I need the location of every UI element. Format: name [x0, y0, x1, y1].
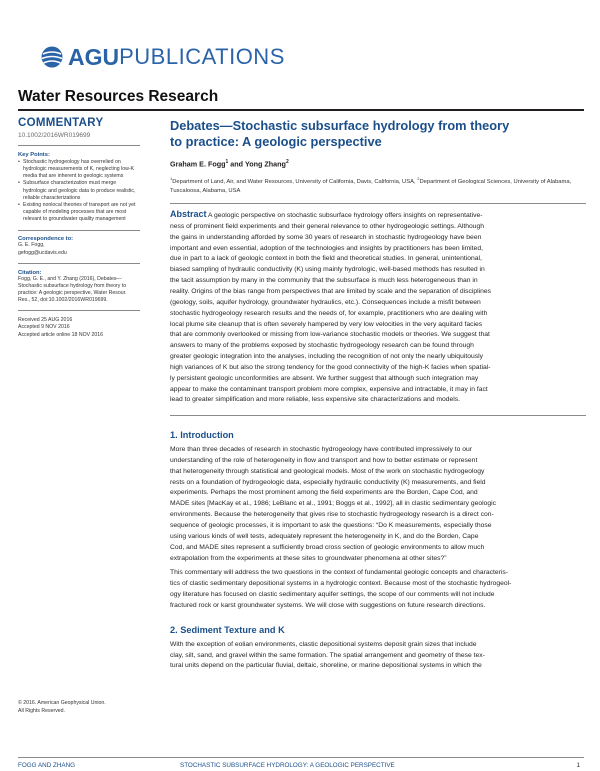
received-date: Received 25 AUG 2016 [18, 317, 73, 324]
body-line: With the exception of eolian environments, clastic depositional systems deposit grain sizes that include [170, 640, 477, 648]
body-line: rests on a foundation of hydrogeologic data, especially hydraulic conductivity (K) measurements, and field [170, 478, 486, 486]
abstract-line: reality. Origins of the bias range from perspectives that are limited by scale and the separation of disciplines [170, 288, 492, 296]
body-line: This commentary will address the two questions in the context of fundamental geologic concepts and characteris- [170, 569, 509, 577]
body-line: tics of clastic sedimentary depositional systems in a hydrologic context. Because most of the stochastic hydrogeol- [170, 580, 512, 588]
footer-authors: FOGG AND ZHANG [18, 762, 76, 769]
affiliation: Department of Geological Sciences, University of Alabama, Tuscaloosa, Alabama, USA [170, 179, 572, 194]
introduction-paragraph [170, 445, 580, 564]
page-number: 1 [576, 762, 580, 769]
affiliations [170, 175, 580, 195]
copyright [18, 700, 158, 715]
key-point: • Stochastic hydrogeology has overrelied on hydrologic measurements of K, neglecting low-K media that are inherent to geologic systems [18, 159, 140, 181]
key-point: • Existing nonlocal theories of transport are not yet capable of modeling processes that are most relevant to groundwater quality management [18, 202, 140, 224]
author-affil-marker: 1 [225, 159, 229, 165]
abstract-line: due in part to a lack of geologic context in both the field and theoretical studies. In general, unintentional, [170, 255, 482, 263]
abstract-line: high variances of K but also the strong tendency for the good connectivity of the high-K facies when spatial- [170, 363, 491, 371]
article-type: COMMENTARY [18, 117, 104, 129]
body-line: using various kinds of well tests, adequately represent the heterogeneity in K, and do the Borden, Cape [170, 532, 479, 540]
title-line: Debates—Stochastic subsurface hydrology from theory [170, 118, 510, 133]
introduction-paragraph [170, 568, 580, 611]
footer-running-title: STOCHASTIC SUBSURFACE HYDROLOGY: A GEOLOGIC PERSPECTIVE [180, 762, 395, 769]
abstract-line: biased sampling of hydraulic conductivity (K) using mainly hydrologic, well-based methods has resulted in [170, 266, 485, 274]
abstract-line: (geology, soils, aquifer hydrology, groundwater hydraulics, etc.). Consequences include a misfit between [170, 298, 481, 306]
correspondence-heading: Correspondence to: [18, 236, 74, 243]
doi[interactable]: 10.1002/2016WR019699 [18, 132, 91, 139]
journal-title: Water Resources Research [18, 88, 219, 105]
abstract-line: the gains in understanding afforded by some 30 years of research in stochastic hydrogeology have been [170, 233, 482, 241]
body-line: tural units depend on the particular fluvial, deltaic, shoreline, or marine depositional systems in which the [170, 662, 482, 670]
sidebar-divider [18, 145, 140, 146]
accepted-date: Accepted 9 NOV 2016 [18, 324, 70, 331]
abstract-label: Abstract [170, 209, 207, 220]
author-list [170, 159, 580, 168]
author-conjunction: and [228, 159, 245, 169]
abstract-line: important and even essential, adoption of the technologies and insights by practitioners has been limited, [170, 244, 483, 252]
logo-publications-text: PUBLICATIONS [119, 44, 285, 69]
body-line: More than three decades of research in stochastic hydrogeology have contributed impressively to our [170, 446, 473, 454]
abstract-line: ness of prominent field experiments and their general relevance to other hydrogeologic settings. Although [170, 222, 485, 230]
body-line: environments. Because the heterogeneity that gives rise to stochastic hydrogeology research is a direct con- [170, 511, 494, 519]
abstract-line: answers to many of the problems exposed by stochastic hydrogeology research can be found through [170, 342, 474, 350]
body-line: experiments. Perhaps the most prominent among the field experiments are the Borden, Cape Cod, and [170, 489, 478, 497]
accepted-online-date: Accepted article online 18 NOV 2016 [18, 331, 104, 338]
abstract [170, 209, 580, 406]
author-affil-marker: 2 [285, 159, 289, 165]
key-points-list [18, 159, 140, 224]
body-line: Cod, and MADE sites represent a sufficiently broad cross section of geologic environments to allow much [170, 543, 485, 551]
body-line: ogy literature has focused on clastic sedimentary aquifer settings, the scope of our comments will not include [170, 591, 495, 599]
section-heading-sediment-texture: 2. Sediment Texture and K [170, 624, 285, 635]
body-line: clay, silt, sand, and gravel within the same formation. The spatial arrangement and geometry of these tex- [170, 651, 485, 659]
main-divider [170, 203, 586, 204]
abstract-line: stochastic hydrogeology research results and the needs of, for example, practitioners who are dealing with [170, 309, 488, 317]
affiliation: Department of Land, Air, and Water Resources, University of California, Davis, California, USA, [172, 179, 418, 186]
section-heading-introduction: 1. Introduction [170, 430, 234, 441]
body-line: MADE sites [MacKay et al., 1986; LeBlanc et al., 1991; Boggs et al., 1992], all in clastic sedimentary geologic [170, 500, 497, 508]
body-line: that heterogeneity through statistical and geological models. Most of the work on stochastic hydrogeology [170, 467, 485, 475]
affil-marker: 2 [417, 176, 420, 182]
abstract-line: local plume site cleanup that is often severely hampered by very low velocities in the very aquitard facies [170, 320, 483, 328]
sediment-texture-paragraph [170, 640, 580, 673]
key-points-heading: Key Points: [18, 151, 50, 158]
key-point: • Subsurface characterization must merge hydrologic and geologic data to produce realistic, reliable characterizations [18, 180, 140, 202]
title-line: to practice: A geologic perspective [170, 134, 382, 149]
sidebar-divider [18, 263, 140, 264]
author-name[interactable]: Graham E. Fogg [170, 159, 226, 169]
agu-globe-icon [40, 45, 64, 69]
abstract-line: appear to make the contaminant transport problem more complex, expensive and intractable, it may in fact [170, 385, 488, 393]
sidebar-divider [18, 310, 140, 311]
correspondence-email[interactable]: gefogg@ucdavis.edu [18, 249, 67, 256]
abstract-line: lead to greater simplification and more reliable, less expensive site characterizations and models. [170, 396, 461, 404]
body-line: extrapolation from the experiments at these sites to groundwater phenomena at other sites?” [170, 554, 447, 562]
abstract-line: the tacit assumption by many in the community that the subsurface is much less heterogeneous than in [170, 277, 478, 285]
main-divider [170, 415, 586, 416]
abstract-line: greater geologic integration into the analyses, including the recognition of not only the nearly ubiquitously [170, 353, 483, 361]
author-name[interactable]: Yong Zhang [244, 159, 286, 169]
abstract-line: that are commonly overlooked or missing from low-variance stochastic models or theories. We suggest that [170, 331, 490, 339]
abstract-line: ly persistent geologic unconformities are absent. We further suggest that although such integration may [170, 374, 479, 382]
copyright-line: © 2016. American Geophysical Union. [18, 700, 106, 706]
header-divider [18, 109, 584, 111]
copyright-line: All Rights Reserved. [18, 707, 65, 714]
agu-publications-logo [40, 44, 285, 70]
citation-heading: Citation: [18, 269, 42, 276]
sidebar-divider [18, 230, 140, 231]
footer-divider [18, 757, 584, 758]
article-main [170, 118, 580, 672]
body-line: fractured rock or karst groundwater systems. We will close with suggestions on future research directions. [170, 601, 486, 609]
body-line: understanding of the role of heterogeneity in flow and transport and how to better estimate or represent [170, 456, 478, 464]
citation-text: Fogg, G. E., and Y. Zhang (2016), Debates—Stochastic subsurface hydrology from theory to practice: A geologic perspective, Water Resour. Res., 52, doi:10.1002/2016WR019699. [18, 275, 127, 304]
body-line: sequence of geologic processes, it is important to ask the questions: “Do K measurements, especially those [170, 522, 492, 529]
article-title [170, 118, 580, 150]
affil-marker: 1 [170, 176, 173, 182]
abstract-line: A geologic perspective on stochastic subsurface hydrology offers insights on representative- [206, 212, 483, 220]
logo-agu-text: AGU [68, 43, 120, 70]
correspondence-name: G. E. Fogg, [18, 242, 45, 249]
sidebar [18, 117, 140, 339]
